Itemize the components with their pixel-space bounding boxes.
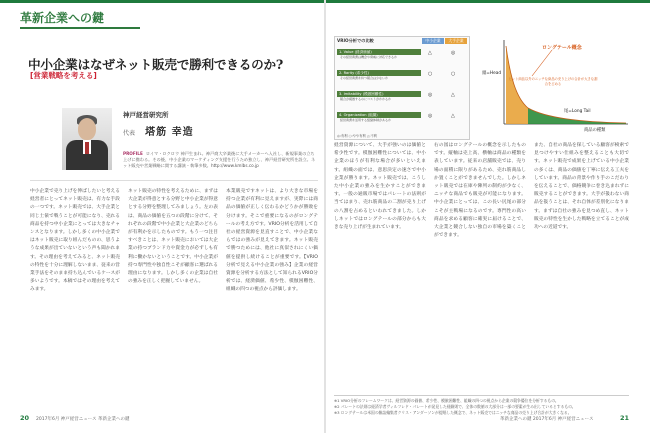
footnote: ※2 パレートの法則は経済学者ヴィルフレド・パレートが発見した経験則で、全体の数値の大部分は一部の要素が生み出しているとするもの。 [334, 403, 576, 409]
vrio-mark-large: △ [451, 113, 455, 119]
footnote: ※3 ロングテールは米国の雑誌編集者クリス・アンダーソンが提唱した概念で、ネット販売ではニッチな商品の売り上げ合計が大きくなる。 [334, 409, 572, 415]
page-number-right: 21 [620, 414, 630, 422]
longtail-callout-line [532, 50, 552, 76]
vrio-legend-note: ◎:有利 ○:やや有利 △:不利 [337, 134, 378, 138]
body-column-4: 経営資源について、大手が強いのは価値と希少性です。模倣困難性については、中小企業のほうが有利な場合が多いといえます。組織の面では、意思決定の速さで中小企業が勝ります。ネット販売では、こうした中小企業の強みを生かすことができます。一般の通販市場ではパレートの法則が当てはまり、売れ筋商品の二割が売り上げの八割を占めるといわれてきました。しかしネットではロングテールの部分からも大きな売り上げが生まれています。 [334, 143, 426, 231]
body-column-3: 本業販売ですネットは、より大きな市場を持つ企業が有利に見えますが、実際には商品の価値が正しく伝わるかどうかが勝敗を分けます。そこで重要になるのがロングテールの考え方です。VRIO分析を活用して自社の経営資源を見直すことで、中小企業ならではの強みが見えてきます。ネット販売で勝つためには、他社に真似されにくい価値を提供し続けることが重要です。【VRIO分析で見える中小企業の強み】企業の経営資源を分析する方法として知られるVRIO分析では、経済価値、希少性、模倣困難性、組織の四つの視点から評価します。 [226, 189, 318, 293]
vrio-row-desc: その経営資源は機会や脅威に対応できるか [340, 55, 398, 59]
article-title: 中小企業はなぜネット販売で勝利できるのか? [28, 57, 284, 72]
author-photo [62, 108, 112, 170]
longtail-graph [480, 36, 630, 136]
page-spine [324, 0, 326, 433]
series-header [20, 9, 160, 25]
vrio-table-title: VRIO分析での比較 [337, 38, 374, 43]
profile-text: ロイマ・ロクロウ 神戸生まれ。神戸商大卒業後に大手メーカーへ入社し、新規事業の立ち上げに携わる。その後、中小企業のマーケティング支援を行うため独立し、神戸経営研究所を設立。ネット販売や営業戦略に関する講演・執筆多数。http://www.kmlbs.co.jp [123, 151, 316, 168]
author-organization: 神戸経営研究所 [123, 111, 169, 119]
vrio-row [337, 70, 469, 81]
vrio-row-label: 4. Organization (組織) [337, 112, 421, 118]
vrio-mark-small: ○ [428, 71, 433, 77]
longtail-tail-label: 尾=Long Tail [564, 109, 591, 114]
series-header-prefix: 革新企業への [20, 11, 93, 25]
longtail-x-label: 商品の種類 [584, 128, 606, 133]
footnote-divider [334, 395, 629, 396]
vrio-row-desc: 競合が模倣するのにコストがかかるか [340, 97, 392, 101]
longtail-figure [480, 36, 630, 136]
vrio-row-label: 1. Value (経済価値) [337, 49, 421, 55]
vrio-mark-large: ◎ [451, 50, 456, 56]
body-column-2: ネット販売の特性を考えるために、まずは大企業が得意とする分野と中小企業が得意とする分野を整理してみましょう。左の表は、商品の価値を五つの段階に分けて、それぞれの段階で中小企業と大企業のどちらが有利かを示したものです。もう一つ注目すべきことは、ネット販売においては大企業の持つブランド力や資金力が必ずしも有利に働かないということです。中小企業が持つ専門性や独自性こそが顧客に選ばれる理由になります。しかし多くの企業は自社の強みを正しく把握していません。 [128, 189, 218, 285]
author-profile [123, 151, 318, 169]
longtail-title: ロングテール概念 [542, 45, 582, 51]
vrio-mark-large: △ [451, 92, 455, 98]
vrio-mark-small: △ [428, 50, 432, 56]
profile-divider [30, 180, 318, 181]
vrio-row-desc: 経営資源を活用する組織体制があるか [340, 118, 392, 122]
page-number-left: 20 [20, 414, 30, 422]
vrio-col-small: 中小企業 [422, 38, 444, 44]
vrio-row [337, 112, 469, 123]
footnotes [334, 398, 629, 415]
body-column-1: 中小企業で売り上げを伸ばしたいと考える経営者にとってネット販売は、有力な手段の一つです。ネット販売では、大手企業と同じ土俵で戦うことが可能になり、売れる商品を持つ中小企業にとっては大きなチャンスとなります。しかし多くの中小企業ではネット販売に取り組んだものの、思うような成果が出ていないという声も聞かれます。その理由を考えてみると、ネット販売の特性を十分に理解しないまま、従来の営業手法をそのまま持ち込んでいるケースが多いようです。本稿ではその理由を考えてみます。 [30, 189, 120, 293]
series-header-accent: 鍵 [92, 11, 105, 25]
author-role: 代表 [123, 130, 136, 137]
article-subtitle: [営業戦略を考える] [30, 71, 97, 80]
page-footer-right: 革新企業への鍵 2017年6月 神戸経営ニュース [500, 417, 594, 422]
body-column-6: また、自社の商品を探している顧客が検索で見つけやすい仕組みを整えることも大切です。ネット販売で成果を上げている中小企業の多くは、商品の価値を丁寧に伝える工夫をしています。商品の背景や作り手のこだわりを伝えることで、価格競争に巻き込まれずに販売することができます。大手が扱わない商品を扱うことは、それ自体が差別化になります。まずは自社の強みを見つめ直し、ネット販売の特性を生かした戦略を立てることが成功への近道です。 [534, 143, 629, 231]
vrio-col-large: 大手企業 [445, 38, 467, 44]
longtail-head-label: 頭=Head [482, 71, 502, 76]
vrio-table [334, 36, 470, 140]
vrio-row-label: 3. Imitability (模倣困難性) [337, 91, 421, 97]
series-header-rule [20, 27, 140, 29]
vrio-row [337, 49, 469, 60]
vrio-row [337, 91, 469, 102]
vrio-mark-large: ○ [451, 71, 456, 77]
author-name: 塔筋 幸造 [145, 127, 194, 138]
profile-heading: PROFILE [123, 151, 143, 156]
vrio-mark-small: ◎ [428, 113, 433, 119]
author-row [123, 120, 194, 139]
longtail-caption: ヒット商品以外のニッチな商品の売り上げの合計が大きな割合を占める [508, 77, 598, 86]
body-column-5: 右の図はロングテールの概念を示したものです。縦軸は売上高、横軸は商品の種類を表しています。従来の店舗販売では、売り場の面積に限りがあるため、売れ筋商品しか置くことができませんでした。しかしネット販売では在庫や陳列の制約が少なく、ニッチな商品でも販売が可能になります。中小企業にとっては、この長い尻尾の部分こそが主戦場になるのです。専門性の高い商品を求める顧客に確実に届けることで、大企業と競合しない独自の市場を築くことができます。 [434, 143, 526, 239]
footnote: ※1 VRIO分析のフレームワークは、経営資源の価値、希少性、模倣困難性、組織の四つの視点から企業の競争優位を分析するもの。 [334, 398, 559, 403]
vrio-row-label: 2. Rarity (希少性) [337, 70, 421, 76]
vrio-row-desc: その経営資源を持つ競合は少ないか [340, 76, 389, 80]
vrio-mark-small: ◎ [428, 92, 433, 98]
page-footer-left: 2017年6月 神戸経営ニュース 革新企業への鍵 [36, 417, 130, 422]
